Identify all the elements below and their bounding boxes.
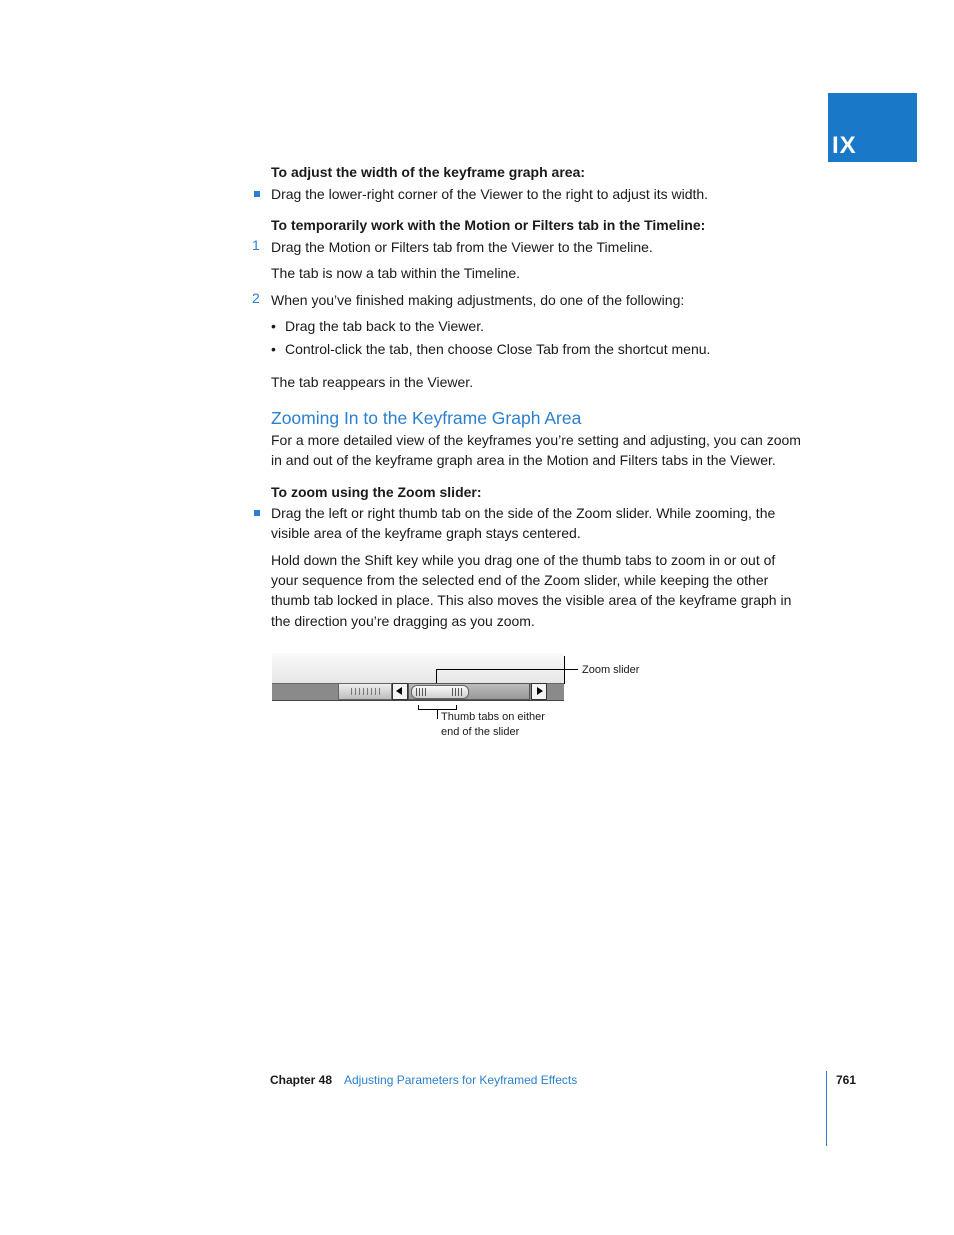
- scroll-left-button[interactable]: [392, 683, 408, 700]
- thumb-tabs-callout: Thumb tabs on either: [441, 711, 545, 723]
- zoom-slider-heading: To zoom using the Zoom slider:: [271, 484, 482, 500]
- part-tab: [828, 93, 917, 162]
- width-heading: To adjust the width of the keyframe graph area:: [271, 164, 586, 180]
- zoom-step-line: visible area of the keyframe graph stays centered.: [271, 525, 581, 541]
- bullet-dot: •: [271, 318, 276, 334]
- thumb-tabs-callout: end of the slider: [441, 726, 520, 738]
- footer-chapter: Chapter 48: [270, 1073, 333, 1087]
- square-bullet-icon: [254, 191, 260, 197]
- step1-text: Drag the Motion or Filters tab from the Viewer to the Timeline.: [271, 239, 653, 255]
- tab-heading: To temporarily work with the Motion or Filters tab in the Timeline:: [271, 217, 706, 233]
- step2-result: The tab reappears in the Viewer.: [271, 374, 474, 390]
- step-number: 2: [252, 290, 260, 306]
- bullet-item: Drag the tab back to the Viewer.: [285, 318, 484, 334]
- zoom-slider-track[interactable]: [408, 683, 530, 700]
- width-step: Drag the lower-right corner of the Viewer to the right to adjust its width.: [271, 186, 709, 202]
- shift-para-line: your sequence from the selected end of the Zoom slider, while keeping the other: [271, 572, 769, 588]
- zoom-slider-figure: [272, 653, 564, 700]
- zoom-slider-callout: Zoom slider: [582, 664, 640, 676]
- zoom-slider[interactable]: [411, 685, 469, 699]
- callout-line: [564, 669, 578, 670]
- scroll-right-button[interactable]: [531, 683, 547, 700]
- step1-result: The tab is now a tab within the Timeline.: [271, 265, 521, 281]
- right-thumb-tab[interactable]: [452, 688, 462, 696]
- callout-line: [436, 669, 437, 683]
- shift-para-line: the direction you’re dragging as you zoom.: [271, 613, 535, 629]
- callout-line: [437, 709, 438, 719]
- footer-divider: [826, 1071, 827, 1146]
- part-label: IX: [832, 132, 857, 159]
- callout-line: [436, 669, 564, 670]
- square-bullet-icon: [254, 510, 260, 516]
- left-thumb-tab[interactable]: [416, 688, 426, 696]
- footer-chapter-title: Adjusting Parameters for Keyframed Effects: [344, 1073, 578, 1087]
- shift-para-line: Hold down the Shift key while you drag one of the thumb tabs to zoom in or out of: [271, 552, 776, 568]
- page-number: 761: [836, 1073, 857, 1087]
- zoom-para-line: For a more detailed view of the keyframes you’re setting and adjusting, you can zoom: [271, 432, 801, 448]
- shift-para-line: thumb tab locked in place. This also moves the visible area of the keyframe graph in: [271, 592, 792, 608]
- step-number: 1: [252, 237, 260, 253]
- zoom-para-line: in and out of the keyframe graph area in the Motion and Filters tabs in the Viewer.: [271, 452, 776, 468]
- callout-bracket: [564, 656, 565, 684]
- step2-text: When you’ve finished making adjustments, do one of the following:: [271, 292, 685, 308]
- ruler-ticks: [351, 688, 381, 695]
- arrow-left-icon: [396, 687, 402, 695]
- zoom-step-line: Drag the left or right thumb tab on the side of the Zoom slider. While zooming, the: [271, 505, 776, 521]
- section-heading: Zooming In to the Keyframe Graph Area: [271, 408, 582, 428]
- figure-top-area: [272, 653, 564, 683]
- arrow-right-icon: [537, 687, 543, 695]
- bullet-dot: •: [271, 341, 276, 357]
- timeline-ruler: [338, 683, 392, 700]
- bullet-item: Control-click the tab, then choose Close Tab from the shortcut menu.: [285, 341, 711, 357]
